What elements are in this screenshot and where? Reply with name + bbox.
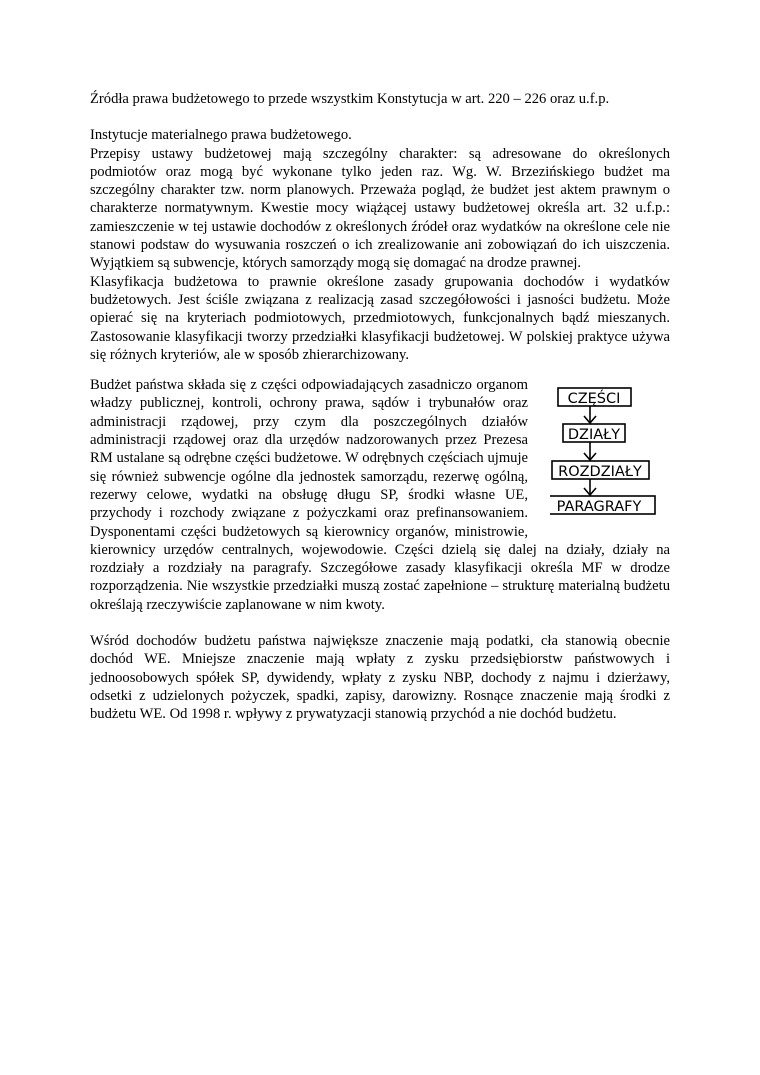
diagram-label-rozdzialy: ROZDZIAŁY	[558, 464, 642, 481]
classification-diagram	[550, 384, 670, 524]
diagram-label-czesci: CZĘŚCI	[567, 391, 621, 408]
document-page	[90, 90, 670, 724]
spacer	[90, 614, 670, 632]
section-heading: Instytucje materialnego prawa budżetowego.	[90, 127, 352, 144]
spacer	[90, 364, 670, 376]
paragraph-revenues: Wśród dochodów budżetu państwa największe znaczenie mają podatki, cła stanowią obecnie dochód WE. Mniejsze znaczenie mają wpłaty z zysku przedsiębiorstw państwowych i jednoosobowych spółek SP, dywidendy, wpłaty z zysku NBP, dochody z najmu i dzierżawy, odsetki z udzielonych pożyczek, spadki, zapisy, darowizny. Rosnące znaczenie mają środki z budżetu WE. Od 1998 r. wpływy z prywatyzacji stanowią przychód a nie dochód budżetu.	[90, 633, 670, 723]
spacer	[90, 108, 670, 126]
diagram-label-dzialy: DZIAŁY	[567, 427, 621, 444]
paragraph-sources: Źródła prawa budżetowego to przede wszystkim Konstytucja w art. 220 – 226 oraz u.f.p.	[90, 91, 610, 107]
paragraph-classification: Klasyfikacja budżetowa to prawnie określone zasady grupowania dochodów i wydatków budżetowych. Jest ściśle związana z realizacją zasad szczegółowości i jasności budżetu. Może opierać się na kryteriach podmiotowych, przedmiotowych, funkcjonalnych bądź mieszanych. Zastosowanie klasyfikacji tworzy przedziałki klasyfikacji budżetowej. W polskiej praktyce używa się różnych kryteriów, ale w sposób zhierarchizowany.	[90, 273, 670, 363]
paragraph-budget-act: Przepisy ustawy budżetowej mają szczególny charakter: są adresowane do określonych podmiotów oraz mogą być wykonane tylko jeden raz. Wg. W. Brzezińskiego budżet ma szczególny charakter tzw. norm planowych. Przeważa pogląd, że budżet jest aktem prawnym o charakterze normatywnym. Kwestie mocy wiążącej ustawy budżetowej określa art. 32 u.f.p.: zamieszczenie w tej ustawie dochodów z określonych źródeł oraz wydatków na określone cele nie stanowi podstaw do wysuwania roszczeń o ich zrealizowanie ani zobowiązań do ich uiszczenia. Wyjątkiem są subwencje, których samorządy mogą się domagać na drodze prawnej.	[90, 145, 670, 272]
diagram-label-paragrafy: PARAGRAFY	[556, 499, 642, 516]
paragraph-budget-structure: Budżet państwa składa się z części odpowiadających zasadniczo organom władzy publicznej, kontroli, ochrony prawa, sądów i trybunałów oraz administracji rządowej, przy czym dla poszczególnych działów administracji rządowej oraz dla urzędów nadzorowanych przez Prezesa RM ustalane są odrębne części budżetowe. W odrębnych częściach ujmuje się również subwencje ogólne dla jednostek samorządu, rezerwę ogólną, rezerwy celowe, wydatki na obsługę długu SP, środki własne UE, przychody i rozchody związane z pożyczkami oraz prefinansowaniem. Dysponentami części budżetowych są kierownicy organów, ministrowie, kierownicy urzędów centralnych, wojewodowie. Części dzielą się dalej na działy, działy na rozdziały a rozdziały na paragrafy. Szczegółowe zasady klasyfikacji określa MF w drodze rozporządzenia. Nie wszystkie przedziałki muszą zostać zapełnione – strukturę materialną budżetu określają rzeczywiście zaplanowane w nim kwoty.	[90, 377, 670, 613]
classification-diagram-svg	[550, 384, 670, 524]
